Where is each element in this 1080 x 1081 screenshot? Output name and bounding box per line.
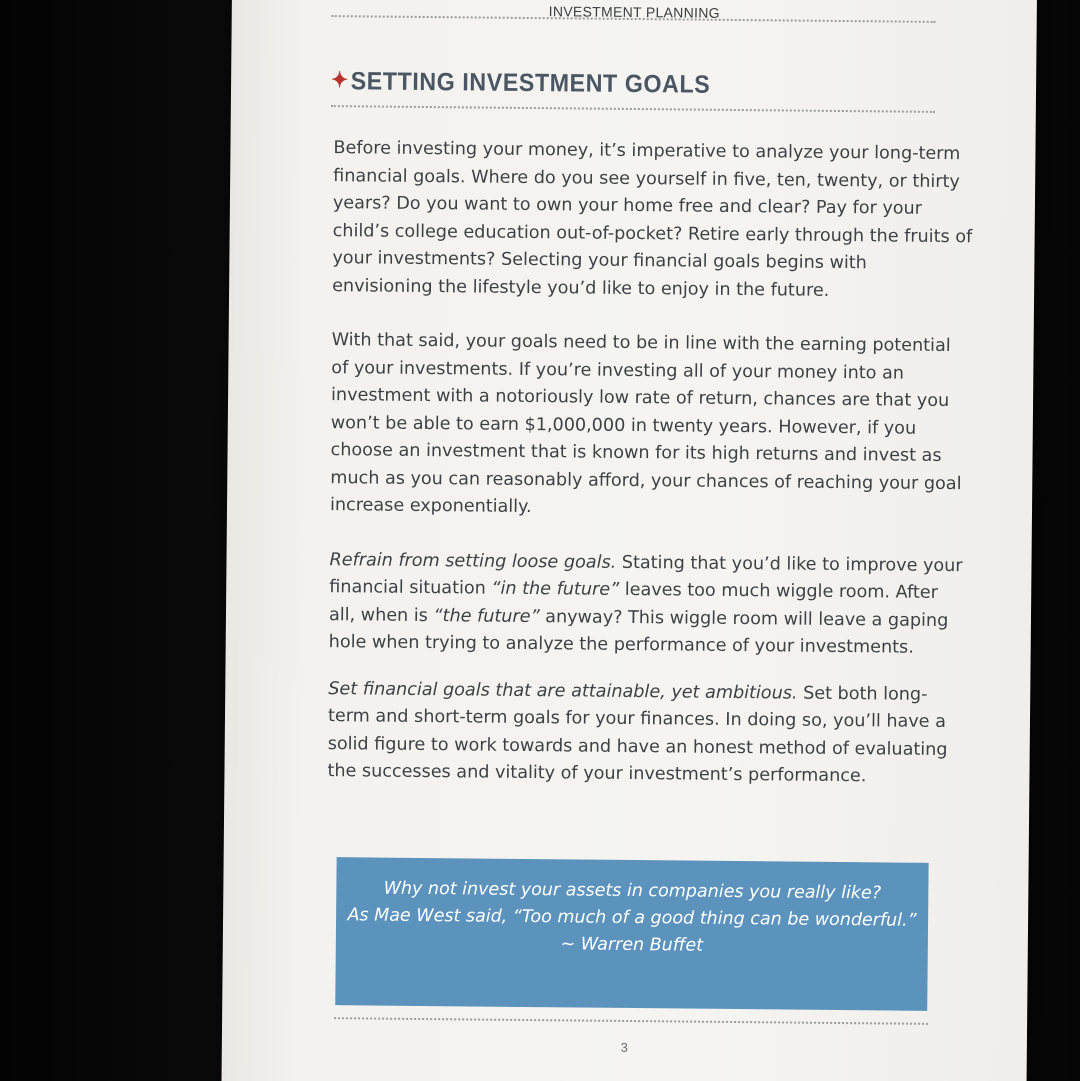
quote-box xyxy=(335,857,928,1011)
paragraph-3-part-b: leaves too much wiggle room. After all, when is xyxy=(328,579,938,626)
footer-dotted-rule xyxy=(334,1017,928,1025)
paragraph-3-emphasis-2: “the future” xyxy=(433,605,540,627)
paragraph-3 xyxy=(329,547,970,663)
quote-line-2: As Mae West said, “Too much of a good thing can be wonderful.” xyxy=(347,905,917,931)
paragraph-3-part-c: anyway? This wiggle room will leave a gaping hole when trying to analyze the performance of your investments. xyxy=(328,606,949,658)
paragraph-4-rest: Set both long-term and short-term goals for your finances. In doing so, you’ll have a solid figure to work towards and have an honest method of evaluating the successes and vitality of your investment’s performance. xyxy=(327,683,948,787)
section-title-text: SETTING INVESTMENT GOALS xyxy=(350,67,711,99)
running-header: INVESTMENT PLANNING xyxy=(548,3,720,21)
paragraph-3-part-a: Stating that you’d like to improve your financial situation xyxy=(329,552,963,599)
paragraph-2: With that said, your goals need to be in line with the earning potential of your investments. If you’re investing all of your money into an investment with a notoriously low rate of return, chances are that you won’t be able to earn $1,000,000 in twenty years. However, if you choose an investment that is known for its high returns and invest as much as you can reasonably afford, your chances of reaching your goal increase exponentially. xyxy=(329,330,962,518)
paragraph-3-lead: Refrain from setting loose goals. xyxy=(329,549,617,573)
body-text xyxy=(327,135,973,792)
paragraph-3-emphasis-1: “in the future” xyxy=(491,578,620,600)
page-number: 3 xyxy=(620,1039,629,1055)
paragraph-4 xyxy=(327,676,968,792)
book-page xyxy=(221,0,1037,1081)
quote-attribution: ~ Warren Buffet xyxy=(560,934,704,956)
star-icon: ✦ xyxy=(331,67,349,93)
section-heading xyxy=(331,67,710,100)
paragraph-1: Before investing your money, it’s imperative to analyze your long-term financial goals. Where do you see yourself in five, ten, twenty, or thirty years? Do you want to own your home free and clear? Pay for your child’s college education out-of-pocket? Retire early through the fruits of your investments? Selecting your financial goals begins with envisioning the lifestyle you’d like to enjoy in the future. xyxy=(332,138,973,301)
title-dotted-rule xyxy=(331,105,935,113)
quote-line-1: Why not invest your assets in companies you really like? xyxy=(383,878,882,904)
paragraph-4-lead: Set financial goals that are attainable, yet ambitious. xyxy=(328,678,798,704)
